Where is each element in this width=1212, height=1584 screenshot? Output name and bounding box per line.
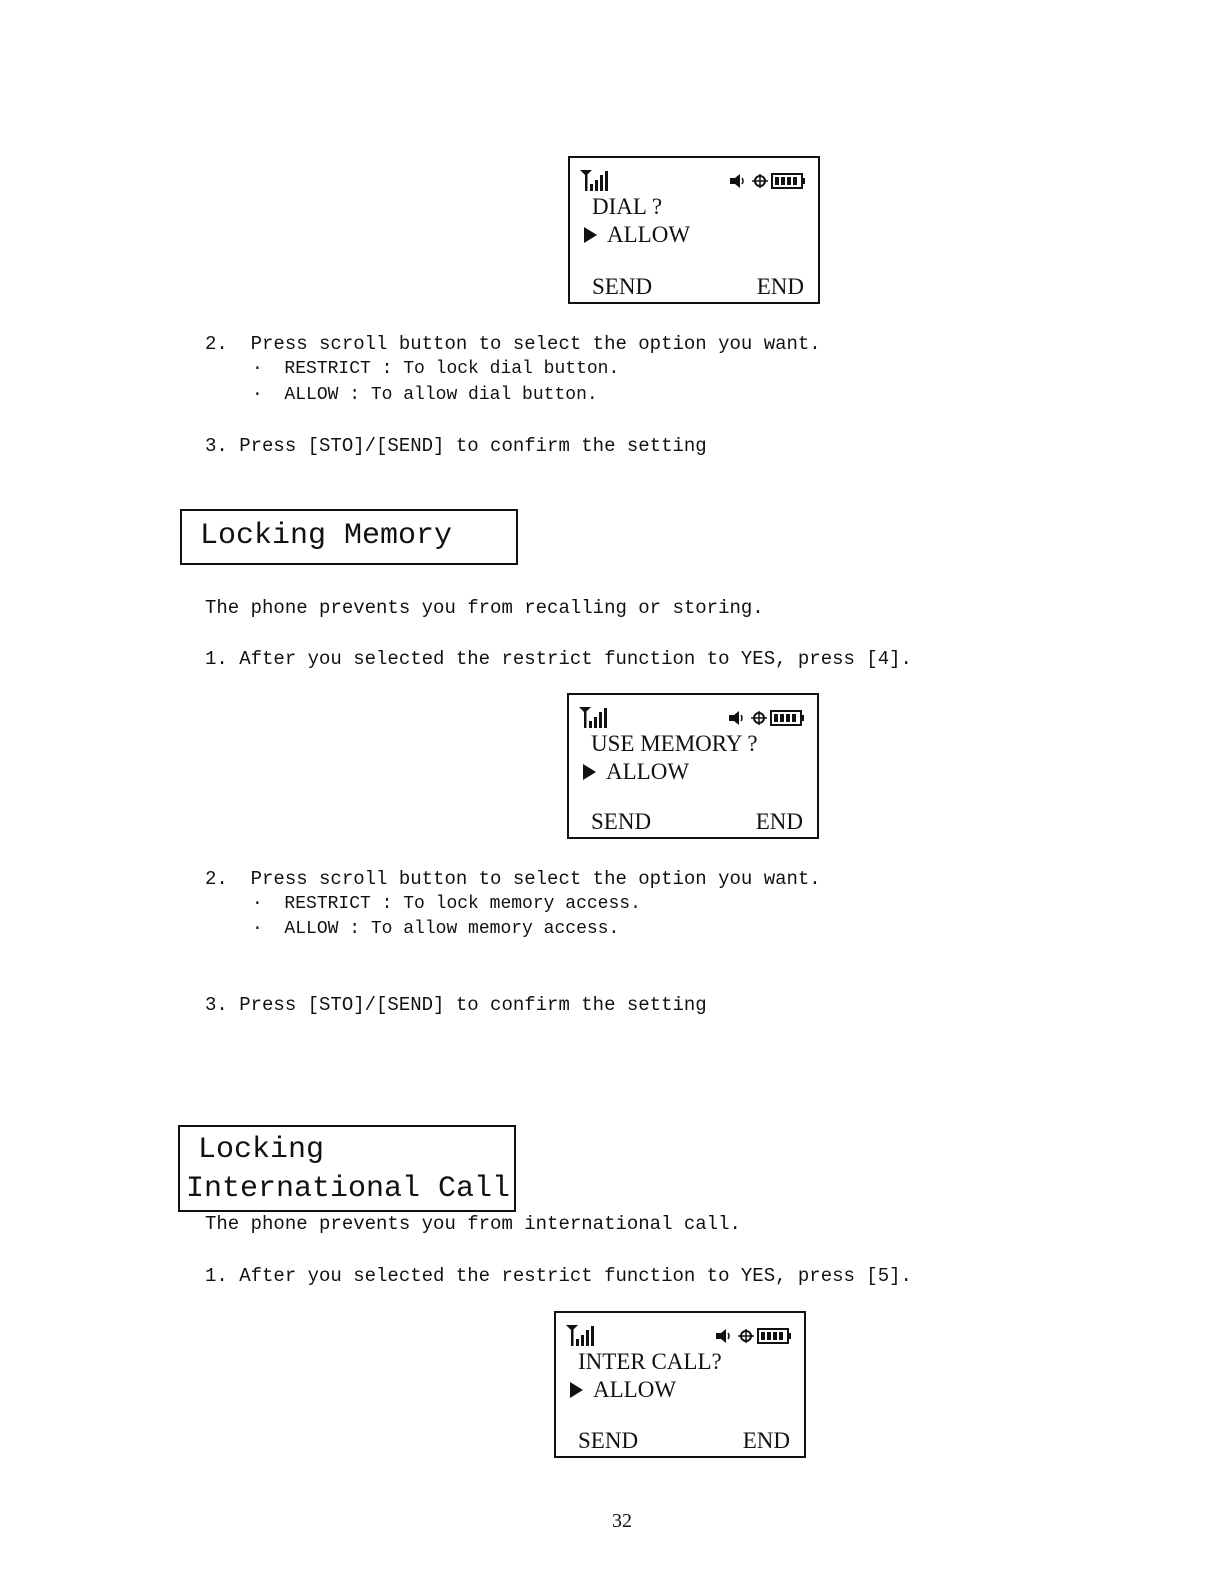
screen-prompt: INTER CALL? bbox=[578, 1349, 722, 1374]
signal-strength-icon bbox=[578, 168, 614, 192]
battery-icon bbox=[772, 174, 805, 188]
phone-screen-use-memory bbox=[567, 693, 819, 839]
signal-strength-icon bbox=[577, 705, 613, 729]
speaker-icon bbox=[730, 174, 743, 188]
phone-screen-inter-call bbox=[554, 1311, 806, 1458]
memory-bullet-restrict: · RESTRICT : To lock memory access. bbox=[252, 894, 641, 914]
screen-prompt: DIAL ? bbox=[592, 194, 663, 219]
key-lock-icon bbox=[752, 174, 768, 188]
key-lock-icon bbox=[738, 1329, 754, 1343]
battery-icon bbox=[771, 711, 804, 725]
memory-step-2: 2. Press scroll button to select the option you want. bbox=[205, 868, 821, 890]
send-softkey: SEND bbox=[592, 274, 653, 299]
page-number: 32 bbox=[612, 1510, 632, 1532]
intl-intro: The phone prevents you from international call. bbox=[205, 1213, 741, 1235]
speaker-icon bbox=[716, 1329, 729, 1343]
section-title-line-2: International Call bbox=[186, 1172, 511, 1206]
send-softkey: SEND bbox=[578, 1428, 639, 1453]
memory-step-3: 3. Press [STO]/[SEND] to confirm the setting bbox=[205, 994, 707, 1016]
end-softkey: END bbox=[755, 809, 803, 834]
dial-step-3: 3. Press [STO]/[SEND] to confirm the setting bbox=[205, 435, 707, 457]
dial-step-2: 2. Press scroll button to select the option you want. bbox=[205, 333, 821, 355]
dial-bullet-allow: · ALLOW : To allow dial button. bbox=[252, 385, 598, 405]
end-softkey: END bbox=[756, 274, 804, 299]
section-heading-locking-memory bbox=[180, 509, 518, 565]
screen-option: ALLOW bbox=[584, 222, 690, 248]
selector-arrow-icon bbox=[583, 764, 596, 780]
section-title: Locking Memory bbox=[200, 519, 453, 553]
screen-option: ALLOW bbox=[583, 759, 689, 785]
screen-prompt: USE MEMORY ? bbox=[591, 731, 758, 756]
status-icons bbox=[714, 1327, 794, 1345]
section-heading-locking-international-call bbox=[178, 1125, 516, 1212]
status-icons bbox=[728, 172, 808, 190]
intl-step-1: 1. After you selected the restrict function to YES, press [5]. bbox=[205, 1265, 912, 1287]
battery-icon bbox=[758, 1329, 791, 1343]
send-softkey: SEND bbox=[591, 809, 652, 834]
memory-intro: The phone prevents you from recalling or storing. bbox=[205, 597, 764, 619]
selector-arrow-icon bbox=[570, 1382, 583, 1398]
speaker-icon bbox=[729, 711, 742, 725]
end-softkey: END bbox=[742, 1428, 790, 1453]
memory-step-1: 1. After you selected the restrict function to YES, press [4]. bbox=[205, 648, 912, 670]
signal-strength-icon bbox=[564, 1323, 600, 1347]
selector-arrow-icon bbox=[584, 227, 597, 243]
status-icons bbox=[727, 709, 807, 727]
dial-bullet-restrict: · RESTRICT : To lock dial button. bbox=[252, 359, 620, 379]
phone-screen-dial bbox=[568, 156, 820, 304]
key-lock-icon bbox=[751, 711, 767, 725]
screen-option: ALLOW bbox=[570, 1377, 676, 1403]
section-title-line-1: Locking bbox=[198, 1133, 325, 1167]
memory-bullet-allow: · ALLOW : To allow memory access. bbox=[252, 919, 620, 939]
